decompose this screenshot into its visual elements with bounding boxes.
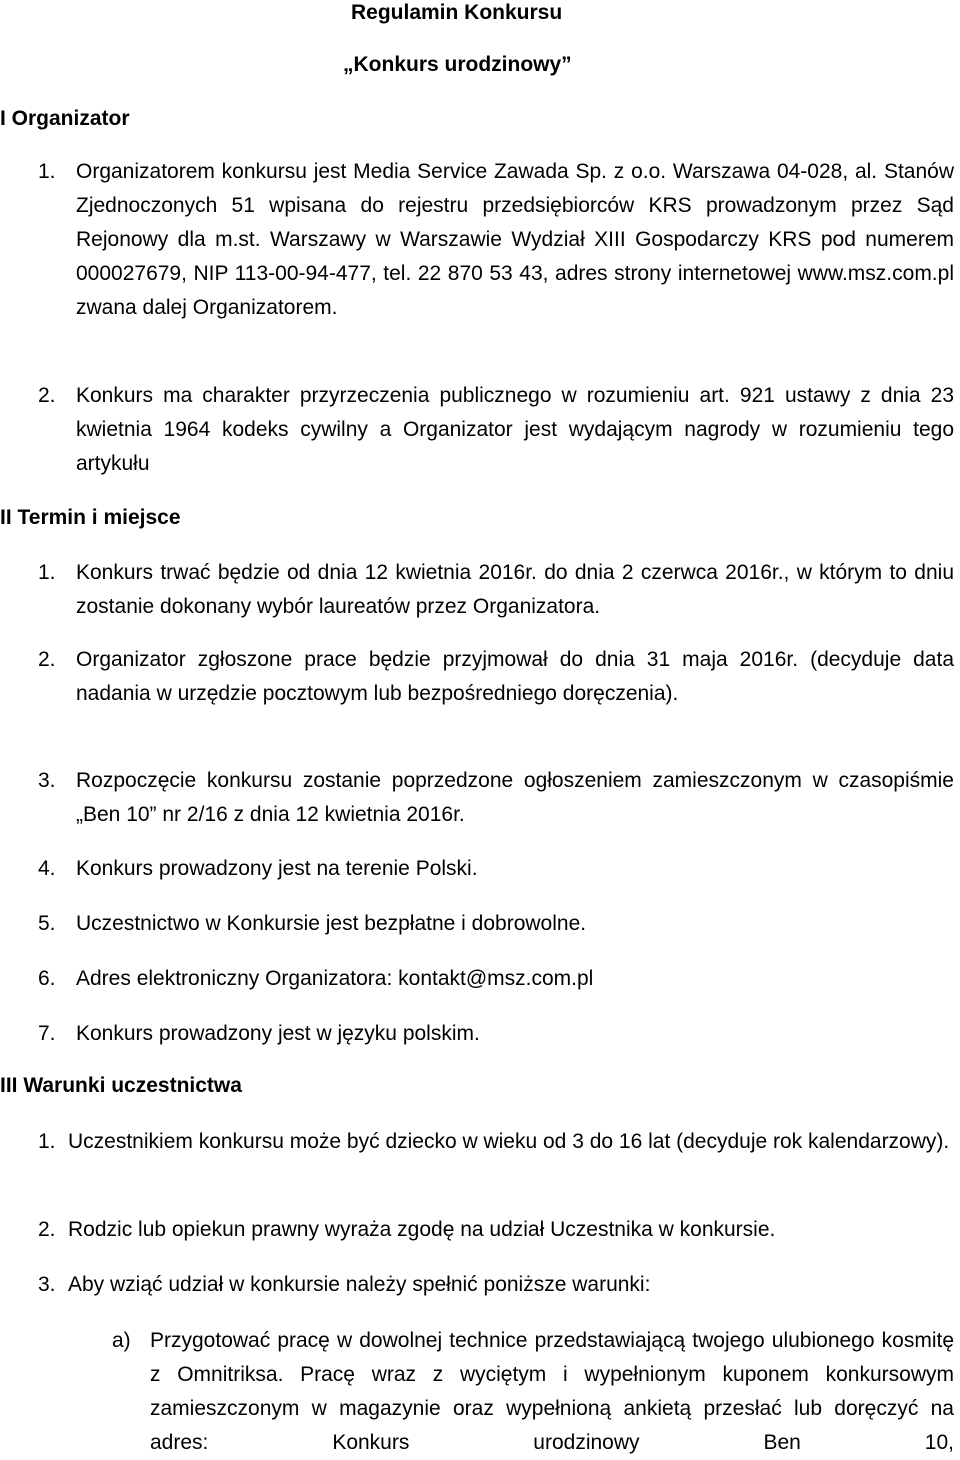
list-item [0, 556, 960, 624]
section-heading-organizer: I Organizator [0, 107, 130, 130]
list-item [0, 764, 960, 832]
item-text: Organizatorem konkursu jest Media Service Zawada Sp. z o.o. Warszawa 04-028, al. Stanów Zjednoczonych 51 wpisana do rejestru przedsiębiorców KRS prowadzonym przez Sąd Rejonowy dla m.st. Warszawy w Warszawie Wydział XIII Gospodarczy KRS pod numerem 000027679, NIP 113-00-94-477, tel. 22 870 53 43, adres strony internetowej www.msz.com.pl zwana dalej Organizatorem. [76, 160, 954, 319]
item-number: 4. [38, 857, 56, 880]
list-item [0, 1268, 960, 1302]
list-item [0, 907, 960, 941]
item-text: Konkurs prowadzony jest w języku polskim. [76, 1022, 480, 1045]
item-text: Rozpoczęcie konkursu zostanie poprzedzone ogłoszeniem zamieszczonym w czasopiśmie „Ben 10” nr 2/16 z dnia 12 kwietnia 2016r. [76, 769, 954, 826]
item-number: 1. [38, 1130, 56, 1153]
list-item [0, 1213, 960, 1247]
section-heading-term: II Termin i miejsce [0, 506, 181, 529]
item-number: 2. [38, 384, 56, 407]
sub-item-text: Przygotować pracę w dowolnej technice przedstawiającą twojego ulubionego kosmitę z Omnitriksa. Pracę wraz z wyciętym i wypełnionym kuponem konkursowym zamieszczonym w magazynie oraz wypełnioną ankietą przesłać lub doręczyć na adres: Konkurs urodzinowy Ben 10, [150, 1329, 954, 1454]
list-item [0, 155, 960, 359]
item-number: 2. [38, 648, 56, 671]
item-number: 6. [38, 967, 56, 990]
item-text: Aby wziąć udział w konkursie należy spełnić poniższe warunki: [68, 1273, 651, 1296]
item-text: Rodzic lub opiekun prawny wyraża zgodę na udział Uczestnika w konkursie. [68, 1218, 776, 1241]
item-number: 5. [38, 912, 56, 935]
item-text: Konkurs ma charakter przyrzeczenia publicznego w rozumieniu art. 921 ustawy z dnia 23 kwietnia 1964 kodeks cywilny a Organizator jest wydającym nagrody w rozumieniu tego artykułu [76, 384, 954, 475]
list-item [0, 379, 960, 481]
list-item [0, 643, 960, 745]
document-subtitle: „Konkurs urodzinowy” [343, 53, 572, 76]
item-text: Konkurs trwać będzie od dnia 12 kwietnia 2016r. do dnia 2 czerwca 2016r., w którym to dniu zostanie dokonany wybór laureatów przez Organizatora. [76, 561, 954, 618]
item-text: Konkurs prowadzony jest na terenie Polski. [76, 857, 478, 880]
item-text: Organizator zgłoszone prace będzie przyjmował do dnia 31 maja 2016r. (decyduje data nadania w urzędzie pocztowym lub bezpośredniego doręczenia). [76, 648, 954, 705]
list-item [0, 1017, 960, 1051]
item-number: 1. [38, 561, 56, 584]
sub-list-item [0, 1324, 960, 1458]
list-item [0, 962, 960, 996]
list-item [0, 1125, 960, 1193]
item-number: 3. [38, 769, 56, 792]
item-number: 3. [38, 1273, 56, 1296]
item-text: Adres elektroniczny Organizatora: kontakt@msz.com.pl [76, 967, 594, 990]
item-number: 1. [38, 160, 56, 183]
item-text: Uczestnictwo w Konkursie jest bezpłatne i dobrowolne. [76, 912, 587, 935]
section-heading-conditions: III Warunki uczestnictwa [0, 1074, 242, 1097]
item-number: 7. [38, 1022, 56, 1045]
document-title: Regulamin Konkursu [351, 1, 563, 24]
item-number: 2. [38, 1218, 56, 1241]
item-text: Uczestnikiem konkursu może być dziecko w wieku od 3 do 16 lat (decyduje rok kalendarzowy). [68, 1130, 950, 1153]
sub-item-letter: a) [112, 1329, 131, 1352]
list-item [0, 852, 960, 886]
